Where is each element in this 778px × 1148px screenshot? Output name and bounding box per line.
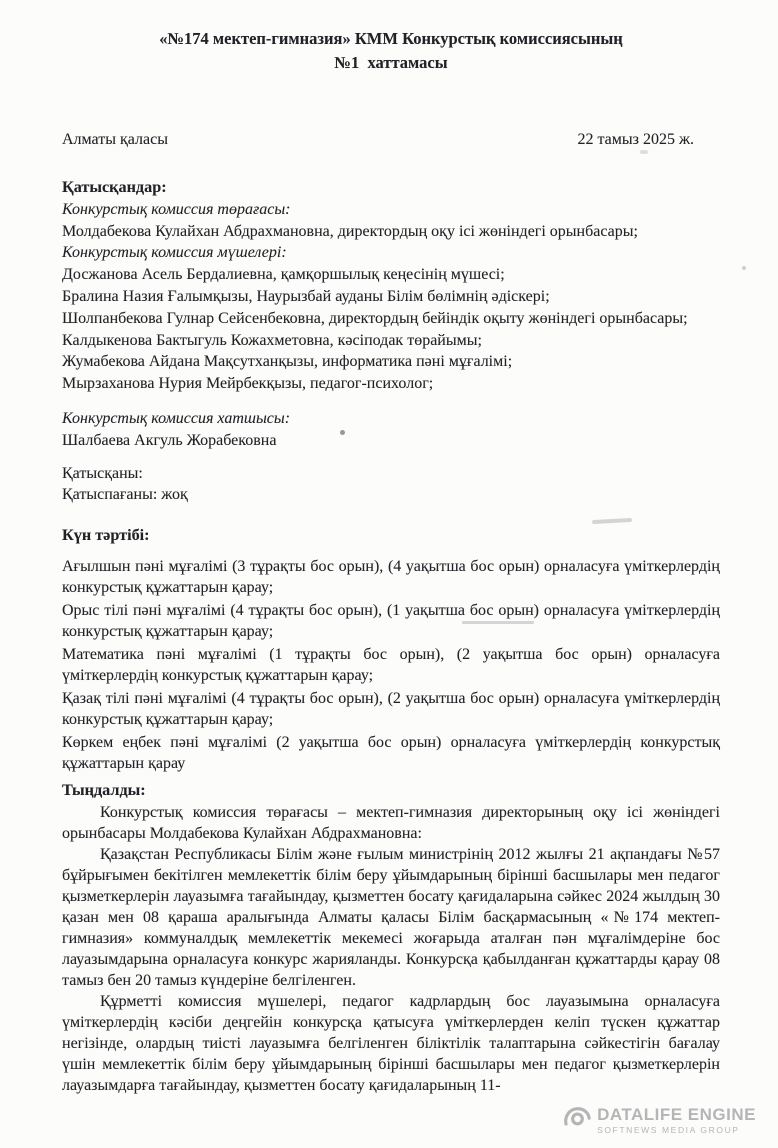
watermark-brand: DATALIFE ENGINE (597, 1104, 756, 1124)
secretary-name: Шалбаева Акгуль Жорабековна (62, 431, 277, 449)
heard-paragraph: Конкурстық комиссия төрағасы – мектеп-гимназия директорының оқу ісі жөніндегі орынбасары Молдабекова Кулайхан Абдрахмановна: (62, 803, 720, 842)
absent-label: Қатыспағаны: жоқ (62, 486, 188, 504)
participants-section (62, 177, 720, 506)
doc-title (62, 27, 720, 75)
dle-eye-icon (563, 1104, 591, 1137)
agenda-item: Көркем еңбек пәні мұғалімі (2 уақытша бос орын) орналасуға үміткерлердің конкурстық құжаттарын қарау (62, 733, 720, 772)
member-row: Шолпанбекова Гулнар Сейсенбековна, директордың бейіндік оқыту жөніндегі орынбасары; (62, 309, 688, 327)
footer-watermark (563, 1104, 756, 1137)
meta-row (62, 129, 720, 151)
heard-heading: Тыңдалды: (62, 780, 146, 799)
member-row: Жумабекова Айдана Мақсутханқызы, информатика пәні мұғалімі; (62, 353, 513, 371)
attended-label: Қатысқаны: (62, 464, 143, 482)
agenda-items (62, 556, 720, 774)
agenda-item: Қазақ тілі пәні мұғалімі (4 тұрақты бос орын), (2 уақытша бос орын) орналасуға үміткерлердің конкурстық құжаттарын қарау; (62, 689, 720, 728)
watermark-subtitle: SOFTNEWS MEDIA GROUP (597, 1124, 740, 1135)
city-label: Алматы қаласы (62, 131, 168, 148)
agenda-heading: Күн тәртібі: (62, 526, 150, 545)
document-content (62, 0, 720, 1096)
date-label: 22 тамыз 2025 ж. (577, 131, 694, 148)
agenda-item: Математика пәні мұғалімі (1 тұрақты бос орын), (2 уақытша бос орын) орналасуға үміткерлердің конкурстық құжаттарын қарау; (62, 645, 720, 684)
member-row: Досжанова Асель Бердалиевна, қамқоршылық кеңесінің мүшесі; (62, 266, 505, 284)
heard-section (62, 780, 720, 1096)
member-row: Бралина Назия Ғалымқызы, Наурызбай ауданы Білім бөлімнің әдіскері; (62, 287, 550, 305)
members-role-label: Конкурстық комиссия мүшелері: (62, 244, 287, 262)
chair-role-label: Конкурстық комиссия төрағасы: (62, 200, 291, 218)
secretary-role-label: Конкурстық комиссия хатшысы: (62, 409, 291, 427)
heard-paragraph: Қазақстан Республикасы Білім және ғылым министрінің 2012 жылғы 21 ақпандағы №57 бұйрығымен бекітілген мемлекеттік білім беру ұйымдарының бірінші басшылары мен педагог қызметкерлерін лауазымға тағайындау, қызметтен босату қағидаларына сәйкес 2024 жылдың 30 қазан мен 08 қараша аралығында Алматы қаласы Білім басқармасының «№174 мектеп-гимназия» коммуналдық мемлекеттік мекемесі жоғарыда аталған пән мұғалімдеріне бос лауазымдарына орналасуға конкурс жарияланды. Конкурсқа қабылданған құжаттарды қарау 08 тамыз бен 20 тамыз күндеріне белгіленген. (62, 845, 720, 989)
agenda-item: Орыс тілі пәні мұғалімі (4 тұрақты бос орын), (1 уақытша бос орын) орналасуға үміткерлердің конкурстық құжаттарын қарау; (62, 601, 720, 640)
heard-paragraph: Құрметті комиссия мүшелері, педагог кадрлардың бос лауазымына орналасуға үміткерлердің кәсіби деңгейін конкурсқа қатысуға үміткерлерден келіп түскен құжаттар негізінде, олардың тиісті лауазымға белгіленген біліктілік талаптарына сәйкестігін бағалау үшін мемлекеттік білім беру ұйымдарының бірінші басшылары мен педагог қызметкерлерін лауазымдарға тағайындау, қызметтен босату қағидаларының 11- (62, 992, 720, 1094)
participants-heading: Қатысқандар: (62, 178, 167, 196)
chair-name: Молдабекова Кулайхан Абдрахмановна, директордың оқу ісі жөніндегі орынбасары; (62, 222, 638, 240)
doc-title-line-2: №1 хаттамасы (334, 53, 448, 72)
watermark-text (597, 1106, 756, 1136)
member-row: Мырзаханова Нурия Мейрбекқызы, педагог-психолог; (62, 375, 434, 393)
scan-artifact (742, 266, 746, 270)
member-row: Калдыкенова Бактыгуль Кожахметовна, кәсіподак төрайымы; (62, 331, 482, 349)
agenda-item: Ағылшын пәні мұғалімі (3 тұрақты бос орын), (4 уақытша бос орын) орналасуға үміткерлердің конкурстық құжаттарын қарау; (62, 557, 720, 596)
doc-title-line-1: «№174 мектеп-гимназия» КММ Конкурстық комиссиясының (159, 29, 623, 48)
agenda-section (62, 525, 720, 774)
